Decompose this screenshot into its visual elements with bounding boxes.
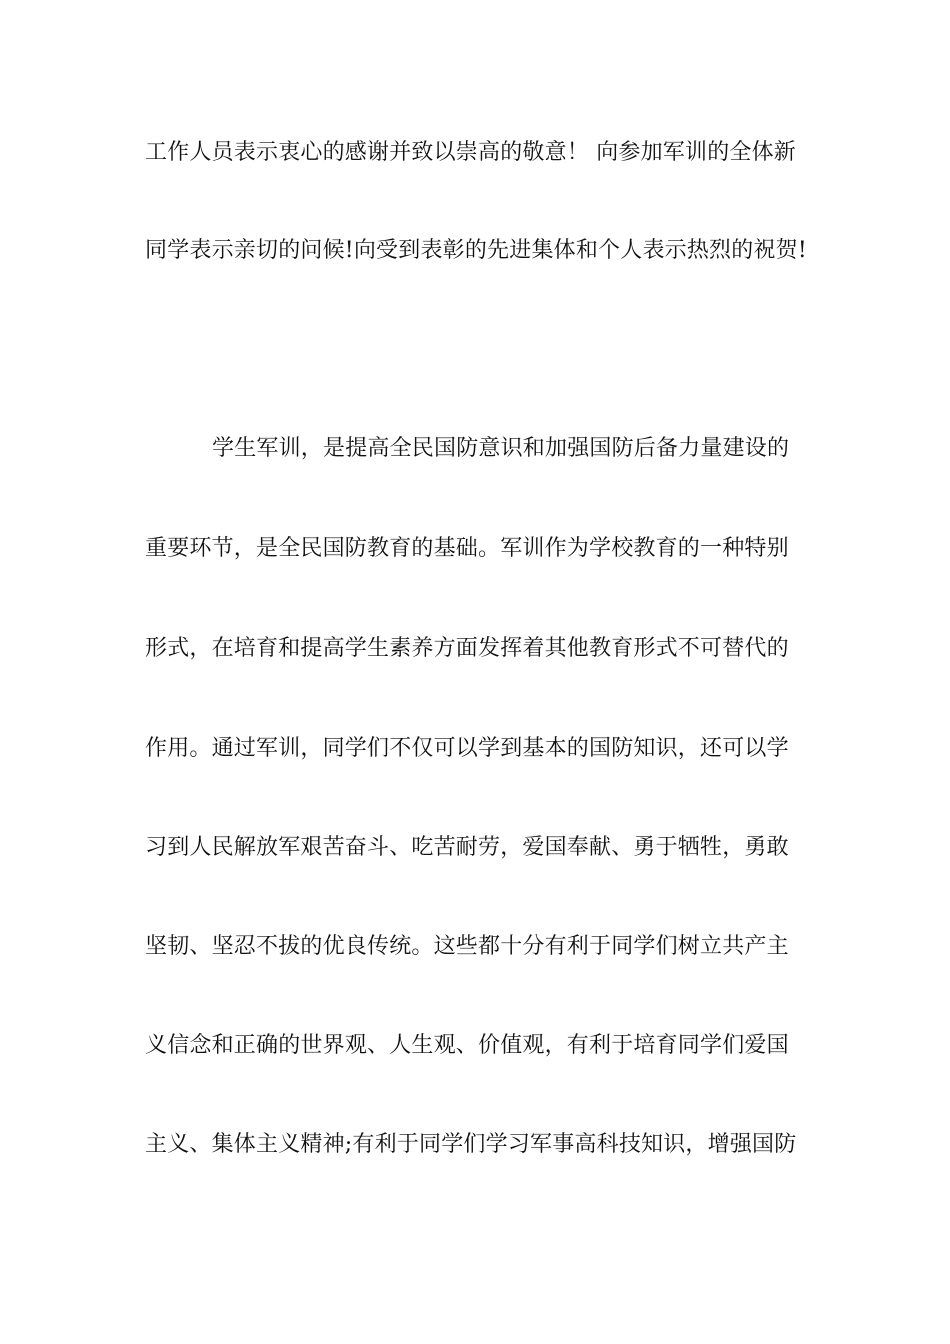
paragraph-2-line-7: 义信念和正确的世界观、人生观、价值观，有利于培育同学们爱国 [145, 1033, 789, 1058]
paragraph-2-line-2: 重要环节，是全民国防教育的基础。军训作为学校教育的一种特别 [145, 536, 789, 561]
paragraph-2-line-6: 坚韧、坚忍不拔的优良传统。这些都十分有利于同学们树立共产主 [145, 934, 789, 959]
paragraph-2-line-8: 主义、集体主义精神;有利于同学们学习军事高科技知识，增强国防 [145, 1132, 797, 1157]
paragraph-2-line-5: 习到人民解放军艰苦奋斗、吃苦耐劳，爱国奉献、勇于牺牲，勇敢 [145, 835, 789, 860]
paragraph-1-line-1: 工作人员表示衷心的感谢并致以崇高的敬意！ 向参加军训的全体新 [145, 140, 796, 165]
paragraph-1-line-2: 同学表示亲切的问候!向受到表彰的先进集体和个人表示热烈的祝贺! [145, 238, 807, 263]
paragraph-2-line-1: 学生军训，是提高全民国防意识和加强国防后备力量建设的 [212, 436, 790, 461]
paragraph-2-line-3: 形式，在培育和提高学生素养方面发挥着其他教育形式不可替代的 [145, 636, 789, 661]
paragraph-2-line-4: 作用。通过军训，同学们不仅可以学到基本的国防知识，还可以学 [145, 736, 789, 761]
